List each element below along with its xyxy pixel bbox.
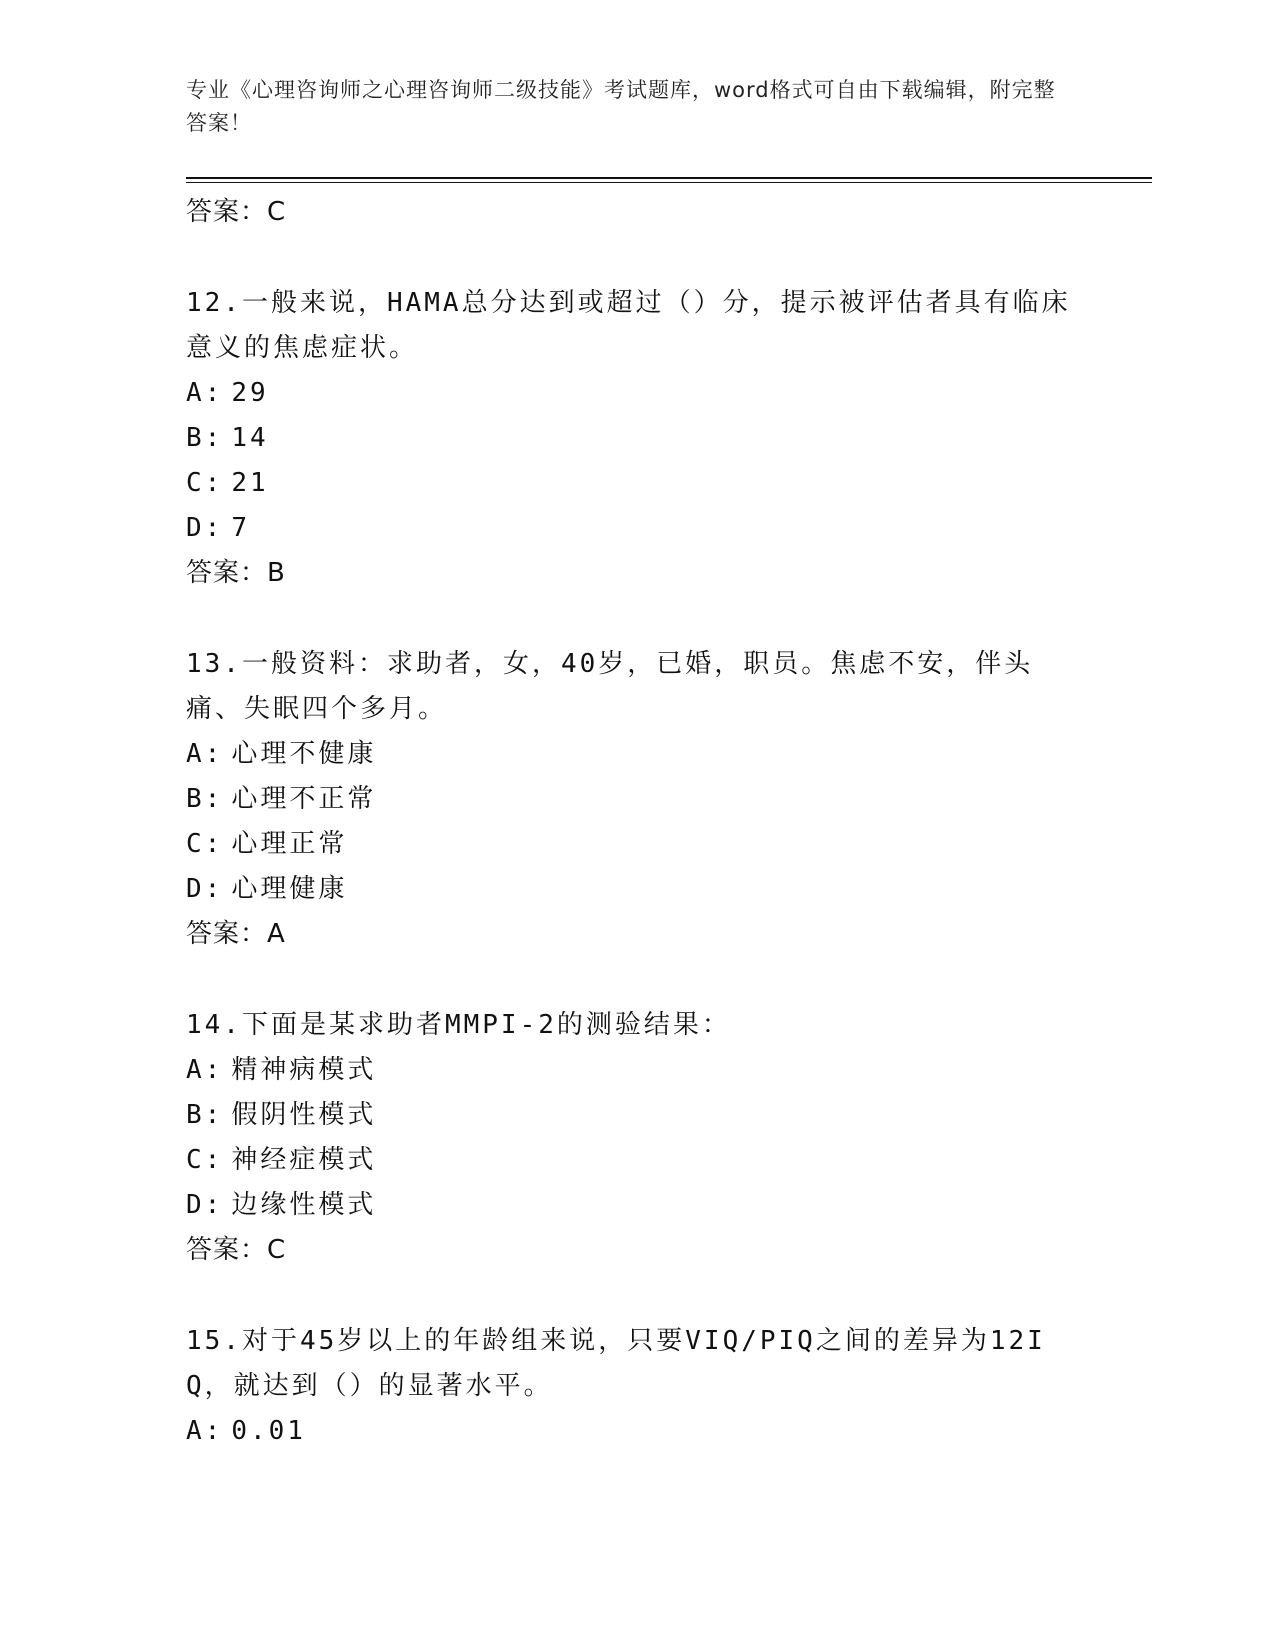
question-block-12	[186, 281, 1086, 596]
previous-answer: 答案：C	[186, 197, 287, 227]
option-a	[186, 371, 1086, 416]
option-separator: :	[204, 1055, 224, 1085]
option-text: 心理正常	[231, 829, 348, 859]
option-separator: :	[204, 874, 224, 904]
option-d	[186, 1183, 1086, 1228]
question-block-13	[186, 642, 1086, 957]
option-separator: :	[204, 1100, 224, 1130]
option-text: 0.01	[231, 1416, 306, 1446]
option-separator: :	[204, 378, 224, 408]
option-letter: B	[186, 423, 205, 453]
option-a	[186, 1409, 1086, 1454]
option-text: 7	[231, 513, 250, 543]
option-d	[186, 867, 1086, 912]
question-stem: 13.一般资料：求助者，女，40岁，已婚，职员。焦虑不安，伴头痛、失眠四个多月。	[186, 649, 1034, 724]
option-separator: :	[204, 739, 224, 769]
option-letter: C	[186, 468, 205, 498]
option-text: 心理健康	[231, 874, 348, 904]
answer-line: 答案：A	[186, 919, 286, 949]
question-stem: 12.一般来说，HAMA总分达到或超过（）分，提示被评估者具有临床意义的焦虑症状。	[186, 288, 1071, 363]
option-text: 假阴性模式	[231, 1100, 377, 1130]
question-block-14	[186, 1003, 1086, 1273]
option-text: 边缘性模式	[231, 1190, 377, 1220]
option-letter: D	[186, 874, 205, 904]
option-letter: D	[186, 513, 205, 543]
option-separator: :	[204, 1145, 224, 1175]
option-d	[186, 506, 1086, 551]
answer-line: 答案：C	[186, 1235, 287, 1265]
option-b	[186, 1093, 1086, 1138]
option-c	[186, 461, 1086, 506]
option-letter: B	[186, 1100, 205, 1130]
option-letter: B	[186, 784, 205, 814]
header-rule-thin	[186, 182, 1152, 183]
option-letter: C	[186, 1145, 205, 1175]
option-separator: :	[204, 513, 224, 543]
question-block-15	[186, 1319, 1086, 1454]
option-c	[186, 1138, 1086, 1183]
option-text: 心理不正常	[231, 784, 377, 814]
question-stem: 15.对于45岁以上的年龄组来说，只要VIQ/PIQ之间的差异为12IQ，就达到（）的显著水平。	[186, 1326, 1046, 1401]
option-b	[186, 777, 1086, 822]
option-separator: :	[204, 1190, 224, 1220]
question-list	[186, 190, 1086, 1454]
option-letter: A	[186, 739, 205, 769]
option-separator: :	[204, 468, 224, 498]
option-text: 29	[231, 378, 269, 408]
document-header: 专业《心理咨询师之心理咨询师二级技能》考试题库，word格式可自由下载编辑，附完整答案！	[186, 78, 1056, 135]
option-b	[186, 416, 1086, 461]
option-letter: A	[186, 378, 205, 408]
option-text: 神经症模式	[231, 1145, 377, 1175]
option-c	[186, 822, 1086, 867]
question-stem: 14.下面是某求助者MMPI-2的测验结果：	[186, 1010, 731, 1040]
option-letter: D	[186, 1190, 205, 1220]
header-rule-thick	[186, 177, 1152, 179]
option-separator: :	[204, 1416, 224, 1446]
option-letter: C	[186, 829, 205, 859]
option-text: 14	[231, 423, 269, 453]
option-text: 精神病模式	[231, 1055, 377, 1085]
option-letter: A	[186, 1055, 205, 1085]
option-letter: A	[186, 1416, 205, 1446]
option-a	[186, 732, 1086, 777]
option-text: 心理不健康	[231, 739, 377, 769]
option-a	[186, 1048, 1086, 1093]
option-separator: :	[204, 423, 224, 453]
option-separator: :	[204, 784, 224, 814]
option-separator: :	[204, 829, 224, 859]
option-text: 21	[231, 468, 269, 498]
answer-line: 答案：B	[186, 558, 286, 588]
